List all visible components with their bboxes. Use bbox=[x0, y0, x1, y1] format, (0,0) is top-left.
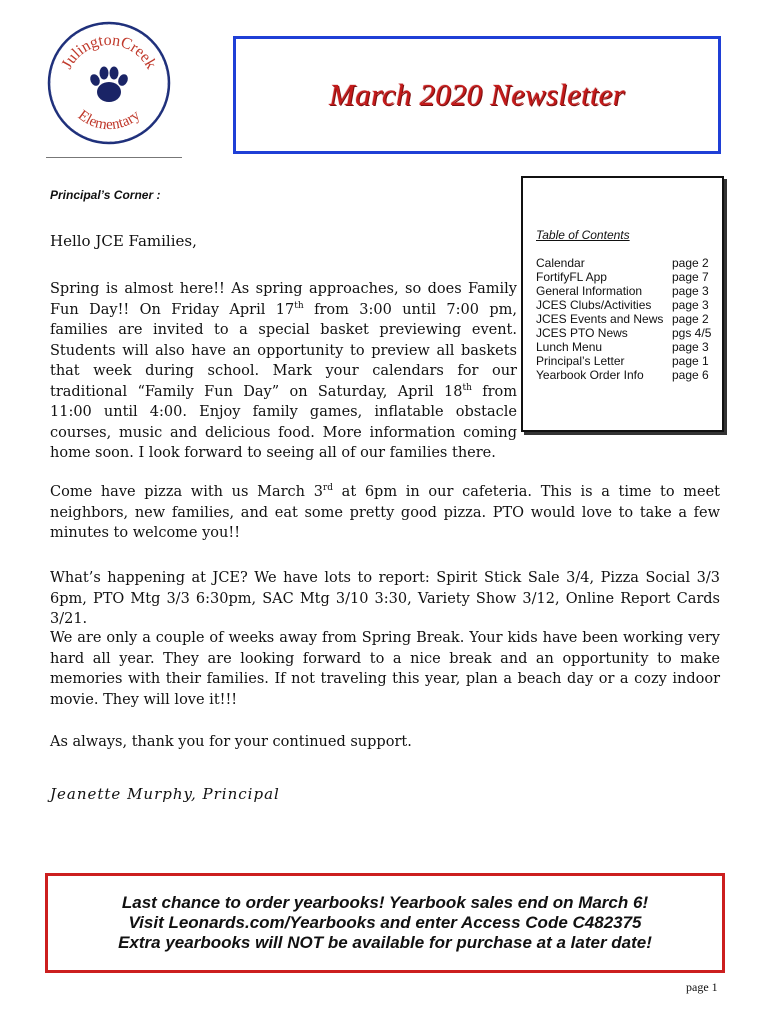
logo-divider bbox=[46, 157, 182, 158]
letter-paragraph bbox=[50, 279, 517, 464]
toc-item-page: page 1 bbox=[672, 354, 709, 368]
toc-item-page: page 2 bbox=[672, 256, 709, 270]
notice-line: Visit Leonards.com/Yearbooks and enter Access Code C482375 bbox=[128, 913, 642, 932]
toc-item[interactable] bbox=[536, 284, 722, 298]
toc-heading: Table of Contents bbox=[536, 228, 630, 242]
newsletter-title-box bbox=[233, 36, 721, 154]
page-number: page 1 bbox=[686, 980, 718, 994]
paragraph-text: from 3:00 until 7:00 pm, families are invited to a special basket previewing event. Students will also have an opportunity to preview all baskets that week during school. Mark your calendars for our traditional “Family Fun Day” on Saturday, April 18 bbox=[50, 301, 517, 400]
toc-item-label: Yearbook Order Info bbox=[536, 368, 644, 382]
toc-item-page: pgs 4/5 bbox=[672, 326, 712, 340]
toc-item-label: FortifyFL App bbox=[536, 270, 607, 284]
toc-item[interactable] bbox=[536, 298, 722, 312]
table-of-contents bbox=[521, 176, 724, 432]
toc-item-page: page 7 bbox=[672, 270, 709, 284]
toc-item-page: page 3 bbox=[672, 298, 709, 312]
toc-item-label: Calendar bbox=[536, 256, 585, 270]
paw-print-icon bbox=[88, 67, 129, 103]
notice-line: Last chance to order yearbooks! Yearbook sales end on March 6! bbox=[121, 893, 649, 912]
logo-bottom-text: Elementary bbox=[74, 107, 144, 134]
toc-item-label: General Information bbox=[536, 284, 643, 298]
toc-item-page: page 2 bbox=[672, 312, 709, 326]
notice-line: Extra yearbooks will NOT be available for purchase at a later date! bbox=[118, 933, 652, 952]
toc-item[interactable] bbox=[536, 312, 722, 326]
toc-item[interactable] bbox=[536, 326, 722, 340]
superscript: th bbox=[462, 382, 472, 393]
paragraph-text: from 11:00 until 4:00. Enjoy family games, inflatable obstacle courses, music and delicious food. More information coming home soon. I look forward to seeing all of our families there. bbox=[50, 383, 517, 461]
toc-item[interactable] bbox=[536, 256, 722, 270]
letter-closing: As always, thank you for your continued support. bbox=[50, 734, 412, 750]
letter-paragraph bbox=[50, 482, 720, 544]
newsletter-title: March 2020 Newsletter bbox=[329, 77, 625, 112]
letter-paragraph: We are only a couple of weeks away from Spring Break. Your kids have been working very hard all year. They are looking forward to a nice break and an opportunity to make memories with their families. If not traveling this year, plan a beach day or a cozy indoor movie. They will love it!!! bbox=[50, 630, 720, 708]
toc-item-page: page 3 bbox=[672, 340, 709, 354]
paragraph-text: Come have pizza with us March 3 bbox=[50, 484, 323, 500]
toc-item[interactable] bbox=[536, 270, 722, 284]
paragraph-text: at 6pm in our cafeteria. This is a time to meet neighbors, new families, and eat some pretty good pizza. PTO would love to take a few minutes to welcome you!! bbox=[50, 484, 720, 541]
toc-item[interactable] bbox=[536, 368, 722, 382]
toc-item-page: page 3 bbox=[672, 284, 709, 298]
yearbook-notice bbox=[45, 873, 725, 973]
toc-item-label: JCES Clubs/Activities bbox=[536, 298, 652, 312]
toc-item-label: JCES Events and News bbox=[536, 312, 664, 326]
letter-paragraph: What’s happening at JCE? We have lots to report: Spirit Stick Sale 3/4, Pizza Social 3/3 6pm, PTO Mtg 3/3 6:30pm, SAC Mtg 3/10 3:30, Variety Show 3/12, Online Report Cards 3/21. bbox=[50, 570, 720, 627]
superscript: rd bbox=[322, 483, 333, 493]
school-logo bbox=[44, 18, 174, 148]
toc-item-page: page 6 bbox=[672, 368, 709, 382]
toc-item[interactable] bbox=[536, 340, 722, 354]
section-label: Principal’s Corner : bbox=[50, 188, 161, 202]
toc-item-label: Principal’s Letter bbox=[536, 354, 625, 368]
letter-greeting: Hello JCE Families, bbox=[50, 232, 197, 250]
toc-item[interactable] bbox=[536, 354, 722, 368]
toc-item-label: Lunch Menu bbox=[536, 340, 603, 354]
paragraph-text: Spring is almost here!! As spring approaches, so does Family Fun Day!! On Friday April 17 bbox=[50, 281, 517, 318]
logo-graphic bbox=[44, 18, 174, 148]
toc-item-label: JCES PTO News bbox=[536, 326, 628, 340]
superscript: th bbox=[294, 300, 304, 311]
signature: Jeanette Murphy, Principal bbox=[50, 785, 280, 803]
logo-top-text: JulingtonCreek bbox=[58, 31, 160, 72]
